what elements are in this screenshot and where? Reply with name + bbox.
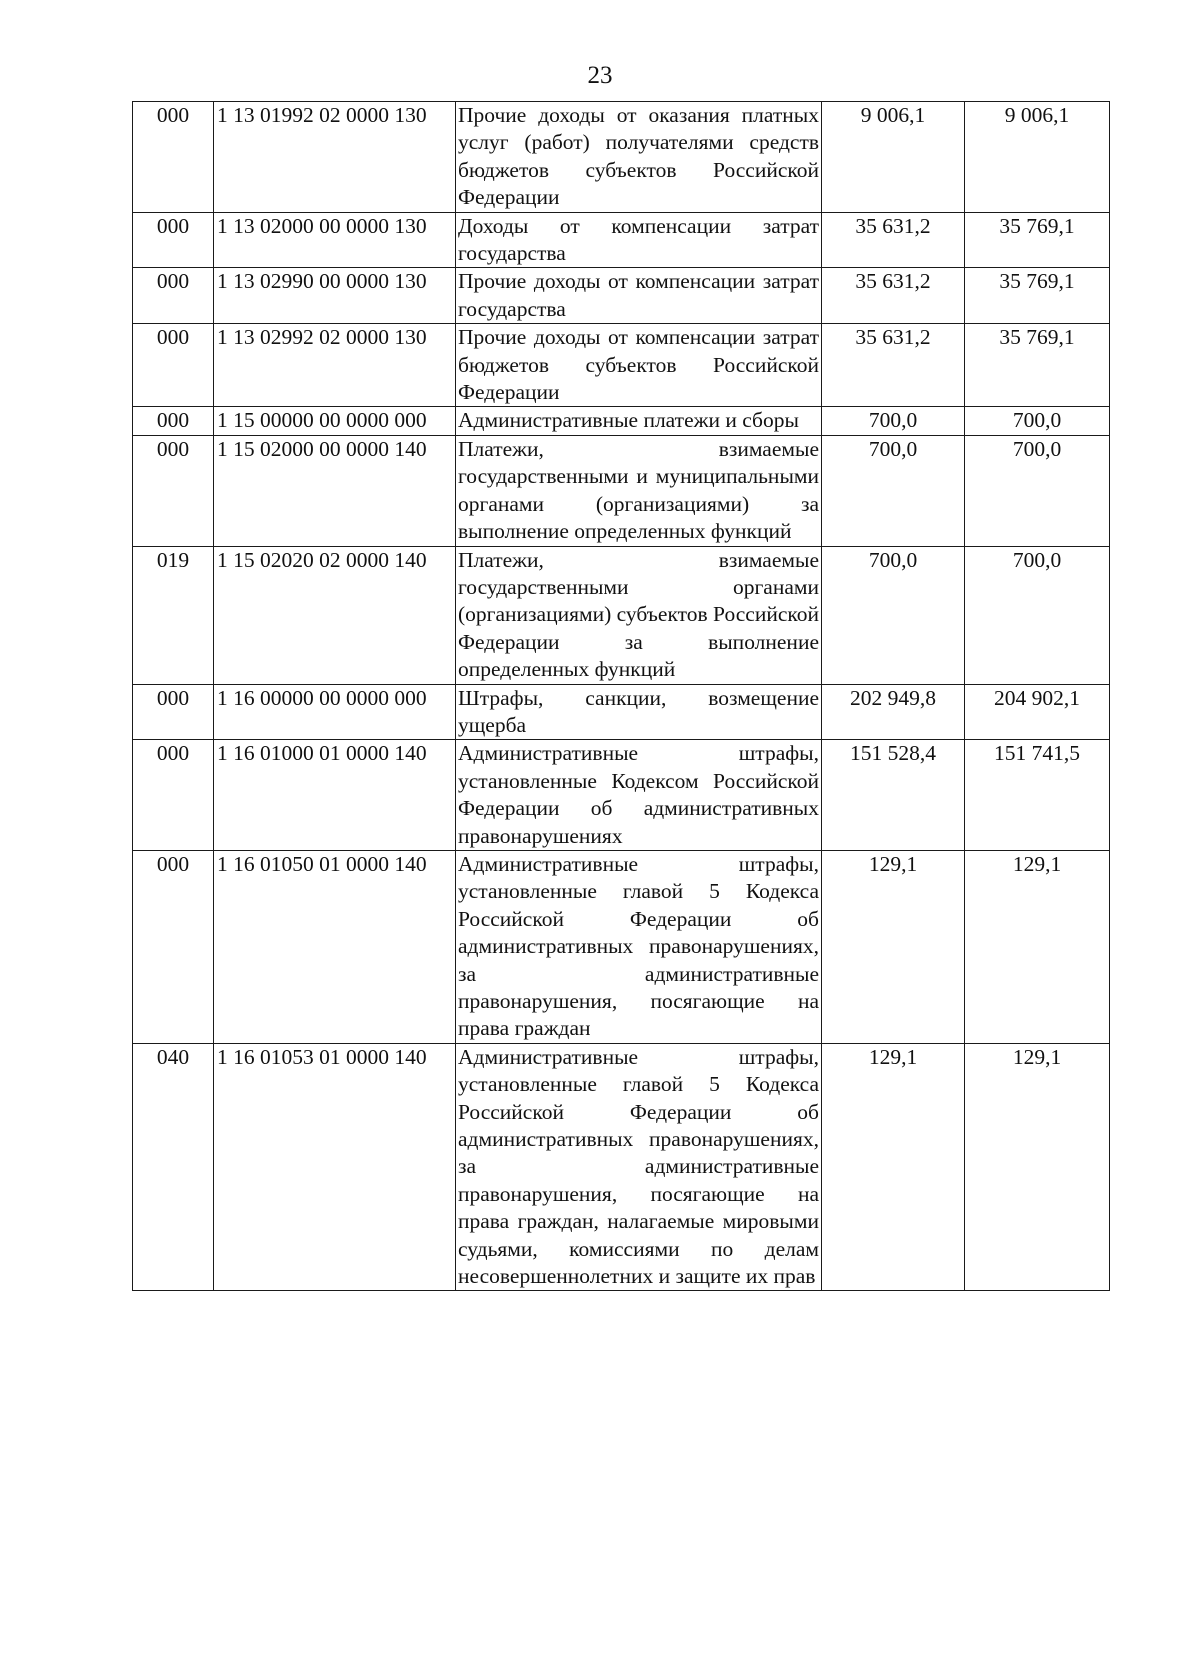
amount-cell-2: 9 006,1 [965,102,1110,213]
table-row [133,740,1110,851]
revenue-name-cell: Административные штрафы, установленные главой 5 Кодекса Российской Федерации об административных правонарушениях, за административные правонарушения, посягающие на права граждан [456,850,822,1043]
amount-cell-2: 35 769,1 [965,268,1110,324]
amount-cell-2: 35 769,1 [965,212,1110,268]
table-row [133,102,1110,213]
budget-code-cell: 1 15 02020 02 0000 140 [214,546,456,684]
budget-code-cell: 1 13 02990 00 0000 130 [214,268,456,324]
revenue-name-cell: Административные штрафы, установленные главой 5 Кодекса Российской Федерации об административных правонарушениях, за административные правонарушения, посягающие на права граждан, налагаемые мировыми судьями, комиссиями по делам несовершеннолетних и защите их прав [456,1043,822,1291]
amount-cell-2: 151 741,5 [965,740,1110,851]
amount-cell-1: 700,0 [822,435,965,546]
budget-code-cell: 1 16 01050 01 0000 140 [214,850,456,1043]
admin-code-cell: 000 [133,324,214,407]
revenue-name-cell: Прочие доходы от компенсации затрат бюджетов субъектов Российской Федерации [456,324,822,407]
amount-cell-1: 9 006,1 [822,102,965,213]
amount-cell-1: 151 528,4 [822,740,965,851]
revenue-name-cell: Платежи, взимаемые государственными и муниципальными органами (организациями) за выполнение определенных функций [456,435,822,546]
amount-cell-2: 700,0 [965,407,1110,435]
budget-code-cell: 1 13 01992 02 0000 130 [214,102,456,213]
admin-code-cell: 000 [133,684,214,740]
table-row [133,324,1110,407]
amount-cell-1: 129,1 [822,850,965,1043]
amount-cell-2: 35 769,1 [965,324,1110,407]
admin-code-cell: 000 [133,102,214,213]
amount-cell-1: 129,1 [822,1043,965,1291]
revenue-name-cell: Административные штрафы, установленные Кодексом Российской Федерации об административных правонарушениях [456,740,822,851]
budget-code-cell: 1 16 00000 00 0000 000 [214,684,456,740]
table-row [133,435,1110,546]
amount-cell-1: 700,0 [822,546,965,684]
page-number: 23 [587,62,613,89]
admin-code-cell: 000 [133,435,214,546]
table-row [133,684,1110,740]
revenue-table [132,101,1110,1291]
budget-code-cell: 1 16 01000 01 0000 140 [214,740,456,851]
admin-code-cell: 000 [133,407,214,435]
amount-cell-1: 35 631,2 [822,324,965,407]
admin-code-cell: 000 [133,740,214,851]
admin-code-cell: 000 [133,212,214,268]
budget-code-cell: 1 15 02000 00 0000 140 [214,435,456,546]
revenue-name-cell: Административные платежи и сборы [456,407,822,435]
budget-code-cell: 1 13 02000 00 0000 130 [214,212,456,268]
admin-code-cell: 000 [133,268,214,324]
budget-code-cell: 1 15 00000 00 0000 000 [214,407,456,435]
amount-cell-1: 700,0 [822,407,965,435]
amount-cell-1: 202 949,8 [822,684,965,740]
amount-cell-2: 700,0 [965,546,1110,684]
admin-code-cell: 040 [133,1043,214,1291]
amount-cell-2: 129,1 [965,1043,1110,1291]
revenue-name-cell: Прочие доходы от оказания платных услуг (работ) получателями средств бюджетов субъектов Российской Федерации [456,102,822,213]
revenue-name-cell: Доходы от компенсации затрат государства [456,212,822,268]
admin-code-cell: 019 [133,546,214,684]
amount-cell-2: 129,1 [965,850,1110,1043]
amount-cell-2: 204 902,1 [965,684,1110,740]
revenue-name-cell: Штрафы, санкции, возмещение ущерба [456,684,822,740]
table-row [133,212,1110,268]
revenue-name-cell: Прочие доходы от компенсации затрат государства [456,268,822,324]
revenue-table-body [133,102,1110,1291]
table-row [133,407,1110,435]
admin-code-cell: 000 [133,850,214,1043]
budget-code-cell: 1 16 01053 01 0000 140 [214,1043,456,1291]
table-row [133,546,1110,684]
revenue-name-cell: Платежи, взимаемые государственными органами (организациями) субъектов Российской Федерации за выполнение определенных функций [456,546,822,684]
amount-cell-1: 35 631,2 [822,212,965,268]
amount-cell-2: 700,0 [965,435,1110,546]
budget-code-cell: 1 13 02992 02 0000 130 [214,324,456,407]
table-row [133,1043,1110,1291]
table-row [133,268,1110,324]
table-row [133,850,1110,1043]
amount-cell-1: 35 631,2 [822,268,965,324]
